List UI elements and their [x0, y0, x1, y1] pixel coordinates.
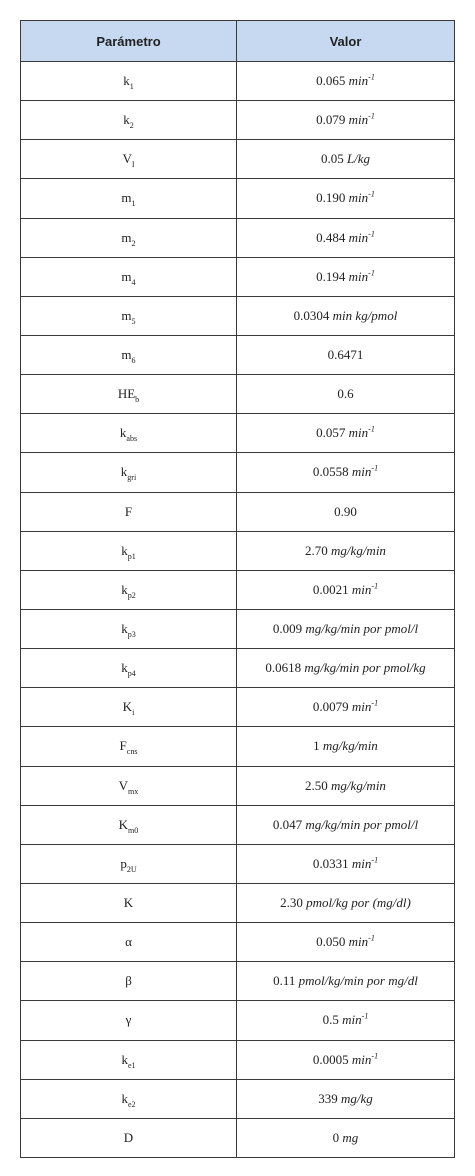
parameter-symbol: F: [119, 738, 127, 754]
parameter-cell: [21, 688, 237, 727]
value-number: 0.0079: [312, 699, 349, 715]
parameter-subscript: 1: [131, 199, 136, 209]
table-row: [21, 140, 455, 179]
value-unit: min: [348, 425, 369, 441]
value-number: 0.057: [316, 425, 346, 441]
parameter-cell: [21, 1001, 237, 1040]
table-row: [21, 1040, 455, 1079]
value-cell: [237, 179, 455, 218]
parameter-cell: [21, 492, 237, 531]
parameter-cell: [21, 101, 237, 140]
value-number: 0.0558: [312, 464, 349, 480]
parameter-subscript: gri: [127, 473, 137, 483]
value-cell: [237, 570, 455, 609]
value-exponent: -1: [368, 190, 375, 200]
table-row: [21, 609, 455, 648]
parameter-cell: [21, 1040, 237, 1079]
value-exponent: -1: [371, 581, 379, 591]
parameter-symbol: m: [121, 347, 132, 363]
parameter-symbol: k: [121, 542, 128, 558]
parameter-cell: [21, 727, 237, 766]
value-unit: min: [351, 699, 372, 715]
value-exponent: -1: [368, 72, 375, 82]
value-exponent: -1: [368, 111, 375, 121]
value-cell: [237, 727, 455, 766]
value-cell: [237, 492, 455, 531]
value-number: 0.0331: [312, 855, 349, 871]
table-row: [21, 1079, 455, 1118]
value-number: 1: [313, 738, 320, 754]
value-cell: [237, 649, 455, 688]
value-cell: [237, 414, 455, 453]
parameter-cell: [21, 375, 237, 414]
table-row: [21, 1118, 455, 1157]
value-unit: min: [351, 464, 372, 480]
value-number: 0.0005: [312, 1051, 349, 1067]
parameter-symbol: HE: [117, 386, 136, 402]
value-cell: [237, 1079, 455, 1118]
value-exponent: -1: [368, 933, 375, 943]
table-body: [21, 62, 455, 1158]
value-cell: [237, 766, 455, 805]
value-cell: [237, 453, 455, 492]
parameter-cell: [21, 453, 237, 492]
parameter-cell: [21, 570, 237, 609]
value-cell: [237, 1118, 455, 1157]
table-row: [21, 179, 455, 218]
value-number: 0.5: [322, 1012, 339, 1028]
table-row: [21, 62, 455, 101]
parameter-cell: [21, 62, 237, 101]
table-row: [21, 649, 455, 688]
value-number: 0.065: [316, 73, 346, 89]
parameter-symbol: K: [123, 895, 134, 911]
parameter-cell: [21, 923, 237, 962]
parameter-symbol: k: [120, 464, 128, 480]
parameter-cell: [21, 335, 237, 374]
header-value: Valor: [237, 21, 455, 62]
value-exponent: -1: [371, 1051, 379, 1061]
parameter-symbol: β: [125, 973, 132, 989]
parameter-subscript: 5: [131, 316, 136, 326]
parameter-subscript: p1: [127, 551, 136, 561]
value-unit: mg: [342, 1129, 359, 1145]
value-cell: [237, 531, 455, 570]
parameter-subscript: 6: [131, 356, 136, 366]
parameter-subscript: p3: [127, 630, 136, 640]
parameter-symbol: K: [118, 816, 129, 832]
parameter-cell: [21, 844, 237, 883]
parameter-subscript: mx: [128, 786, 139, 796]
header-row: [21, 21, 455, 62]
value-unit: mg/kg/min: [331, 542, 386, 558]
parameter-symbol: k: [121, 1051, 128, 1067]
value-cell: [237, 257, 455, 296]
parameter-subscript: b: [135, 395, 140, 405]
value-number: 0.484: [316, 229, 346, 245]
value-cell: [237, 844, 455, 883]
value-cell: [237, 62, 455, 101]
parameter-cell: [21, 140, 237, 179]
table-row: [21, 923, 455, 962]
table-row: [21, 1001, 455, 1040]
parameter-cell: [21, 296, 237, 335]
value-cell: [237, 1040, 455, 1079]
parameter-symbol: k: [121, 621, 128, 637]
value-number: 0.079: [316, 112, 346, 128]
parameter-table: [20, 20, 455, 1158]
value-number: 0.0304: [293, 307, 330, 323]
table-row: [21, 883, 455, 922]
parameter-symbol: k: [121, 1090, 128, 1106]
value-exponent: -1: [371, 464, 379, 474]
value-unit: mg/kg/min por pmol/l: [305, 621, 419, 637]
parameter-subscript: e1: [127, 1060, 136, 1070]
value-cell: [237, 609, 455, 648]
parameter-subscript: abs: [126, 434, 138, 444]
parameter-symbol: k: [119, 425, 127, 441]
parameter-subscript: cns: [126, 747, 138, 757]
parameter-symbol: V: [118, 777, 129, 793]
parameter-cell: [21, 883, 237, 922]
value-unit: mg/kg/min por pmol/l: [305, 816, 419, 832]
value-number: 0.11: [273, 973, 296, 989]
parameter-symbol: k: [123, 112, 130, 128]
table-header: [21, 21, 455, 62]
table-row: [21, 257, 455, 296]
table-row: [21, 218, 455, 257]
value-unit: pmol/kg/min por mg/dl: [298, 973, 418, 989]
value-cell: [237, 962, 455, 1001]
parameter-symbol: K: [122, 699, 133, 715]
table-row: [21, 375, 455, 414]
value-number: 0: [332, 1129, 340, 1145]
table-row: [21, 414, 455, 453]
value-cell: [237, 688, 455, 727]
value-unit: min: [348, 268, 369, 284]
parameter-cell: [21, 531, 237, 570]
value-unit: pmol/kg por (mg/dl): [306, 895, 411, 911]
value-cell: [237, 883, 455, 922]
value-cell: [237, 1001, 455, 1040]
table-row: [21, 962, 455, 1001]
parameter-subscript: 4: [131, 277, 136, 287]
table-row: [21, 688, 455, 727]
parameter-subscript: e2: [127, 1099, 136, 1109]
value-unit: mg/kg/min: [322, 738, 378, 754]
value-exponent: -1: [361, 1012, 369, 1022]
value-unit: L/kg: [346, 151, 371, 167]
value-number: 2.70: [305, 542, 328, 558]
parameter-subscript: p4: [127, 669, 136, 679]
value-number: 0.047: [272, 816, 303, 832]
value-unit: mg/kg/min: [331, 777, 386, 793]
value-number: 0.05: [320, 151, 344, 167]
parameter-symbol: m: [121, 229, 132, 245]
parameter-cell: [21, 179, 237, 218]
parameter-symbol: α: [125, 934, 132, 950]
value-unit: min: [348, 934, 369, 950]
value-exponent: -1: [368, 229, 375, 239]
value-number: 0.0618: [265, 660, 302, 676]
value-unit: min: [348, 73, 369, 89]
value-unit: min: [348, 112, 369, 128]
parameter-symbol: F: [124, 503, 133, 519]
value-number: 339: [318, 1090, 338, 1106]
value-unit: min: [351, 581, 372, 597]
table-row: [21, 296, 455, 335]
parameter-subscript: p2: [127, 590, 136, 600]
table-row: [21, 101, 455, 140]
table-row: [21, 531, 455, 570]
parameter-cell: [21, 805, 237, 844]
parameter-subscript: i: [132, 708, 135, 718]
value-unit: min: [342, 1012, 362, 1028]
parameter-symbol: m: [121, 268, 132, 284]
parameter-subscript: 2: [131, 238, 136, 248]
value-cell: [237, 923, 455, 962]
value-number: 0.050: [316, 934, 346, 950]
table-row: [21, 766, 455, 805]
parameter-cell: [21, 414, 237, 453]
parameter-cell: [21, 257, 237, 296]
value-cell: [237, 375, 455, 414]
parameter-cell: [21, 962, 237, 1001]
value-cell: [237, 218, 455, 257]
header-parameter: Parámetro: [21, 21, 237, 62]
parameter-subscript: 1: [129, 82, 134, 92]
parameter-cell: [21, 1079, 237, 1118]
value-exponent: -1: [371, 855, 379, 865]
parameter-cell: [21, 218, 237, 257]
value-number: 0.6471: [327, 347, 364, 363]
parameter-subscript: I: [131, 160, 135, 170]
value-number: 2.50: [305, 777, 328, 793]
value-exponent: -1: [371, 698, 379, 708]
value-unit: mg/kg/min por pmol/kg: [304, 660, 426, 676]
parameter-symbol: m: [121, 307, 132, 323]
value-cell: [237, 335, 455, 374]
value-unit: min kg/pmol: [332, 307, 398, 323]
table-row: [21, 805, 455, 844]
parameter-symbol: p: [120, 855, 127, 871]
parameter-symbol: k: [121, 581, 128, 597]
value-unit: min: [348, 190, 369, 206]
value-number: 0.0021: [312, 581, 349, 597]
value-number: 0.90: [334, 503, 357, 519]
parameter-symbol: D: [123, 1129, 134, 1145]
value-unit: min: [351, 1051, 372, 1067]
parameter-cell: [21, 609, 237, 648]
parameter-subscript: 2: [129, 121, 134, 131]
value-number: 0.6: [337, 386, 354, 402]
value-cell: [237, 140, 455, 179]
parameter-symbol: k: [121, 660, 128, 676]
table-row: [21, 570, 455, 609]
parameter-symbol: V: [122, 151, 132, 167]
parameter-symbol: γ: [125, 1012, 132, 1028]
value-cell: [237, 101, 455, 140]
parameter-symbol: m: [121, 190, 132, 206]
value-number: 0.190: [316, 190, 346, 206]
table-row: [21, 492, 455, 531]
parameter-cell: [21, 649, 237, 688]
value-unit: mg/kg: [340, 1090, 373, 1106]
value-cell: [237, 805, 455, 844]
parameter-subscript: 2U: [126, 864, 137, 874]
table-row: [21, 453, 455, 492]
parameter-cell: [21, 1118, 237, 1157]
value-number: 0.009: [272, 621, 303, 637]
parameter-cell: [21, 766, 237, 805]
value-cell: [237, 296, 455, 335]
value-number: 0.194: [316, 268, 346, 284]
value-unit: min: [351, 855, 372, 871]
table-row: [21, 844, 455, 883]
value-unit: min: [348, 229, 369, 245]
table-row: [21, 727, 455, 766]
table-row: [21, 335, 455, 374]
value-exponent: -1: [368, 425, 375, 434]
value-number: 2.30: [280, 895, 303, 911]
parameter-symbol: k: [123, 73, 130, 89]
value-exponent: -1: [368, 268, 375, 278]
parameter-subscript: m0: [128, 825, 139, 835]
